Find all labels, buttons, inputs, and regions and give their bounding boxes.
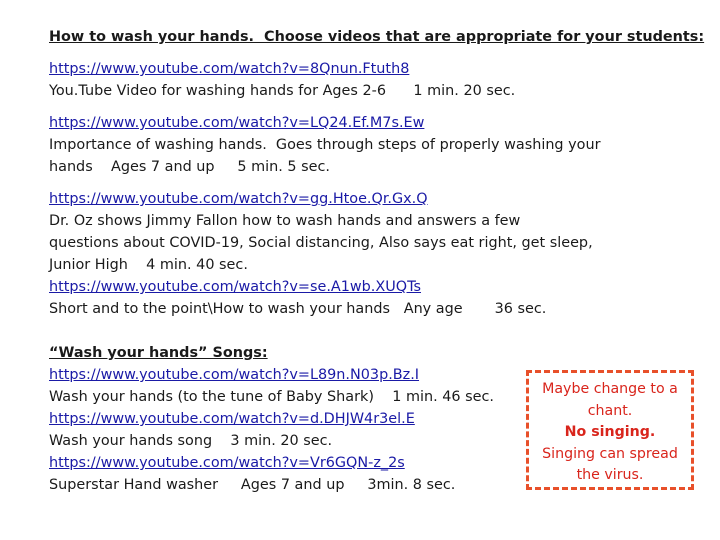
note-line-5: the virus. xyxy=(576,467,644,484)
song-link-3[interactable]: https://www.youtube.com/watch?v=Vr6GQN-z_2s xyxy=(49,455,405,471)
song-link-2[interactable]: https://www.youtube.com/watch?v=d.DHJW4r3el.E xyxy=(49,411,415,427)
video-desc-3a: Dr. Oz shows Jimmy Fallon how to wash hands and answers a few xyxy=(49,213,521,229)
song-link-1[interactable]: https://www.youtube.com/watch?v=L89n.N03p.Bz.I xyxy=(49,367,420,383)
songs-heading: “Wash your hands” Songs: xyxy=(49,345,268,361)
video-desc-4: Short and to the point\How to wash your hands Any age 36 sec. xyxy=(49,301,547,317)
note-line-2: chant. xyxy=(587,402,633,419)
song-desc-1: Wash your hands (to the tune of Baby Shark) 1 min. 46 sec. xyxy=(49,389,494,405)
note-line-3: No singing. xyxy=(564,424,656,441)
note-line-4: Singing can spread xyxy=(542,445,678,462)
warning-note-box xyxy=(526,370,694,490)
page-title: How to wash your hands. Choose videos that are appropriate for your students: xyxy=(49,29,705,45)
song-desc-2: Wash your hands song 3 min. 20 sec. xyxy=(49,433,333,449)
video-desc-1: You.Tube Video for washing hands for Ages 2-6 1 min. 20 sec. xyxy=(49,83,516,99)
video-link-1[interactable]: https://www.youtube.com/watch?v=8Qnun.Ftuth8 xyxy=(49,61,410,77)
video-desc-3c: Junior High 4 min. 40 sec. xyxy=(49,257,248,273)
video-desc-2b: hands Ages 7 and up 5 min. 5 sec. xyxy=(49,159,330,175)
video-desc-2a: Importance of washing hands. Goes through steps of properly washing your xyxy=(49,137,601,153)
video-link-4[interactable]: https://www.youtube.com/watch?v=se.A1wb.XUQTs xyxy=(49,279,421,295)
video-desc-3b: questions about COVID-19, Social distancing, Also says eat right, get sleep, xyxy=(49,235,593,251)
note-line-1: Maybe change to a xyxy=(542,381,678,397)
song-desc-3: Superstar Hand washer Ages 7 and up 3min. 8 sec. xyxy=(49,477,456,493)
video-link-2[interactable]: https://www.youtube.com/watch?v=LQ24.Ef.M7s.Ew xyxy=(49,115,425,131)
video-link-3[interactable]: https://www.youtube.com/watch?v=gg.Htoe.Qr.Gx.Q xyxy=(49,191,428,207)
